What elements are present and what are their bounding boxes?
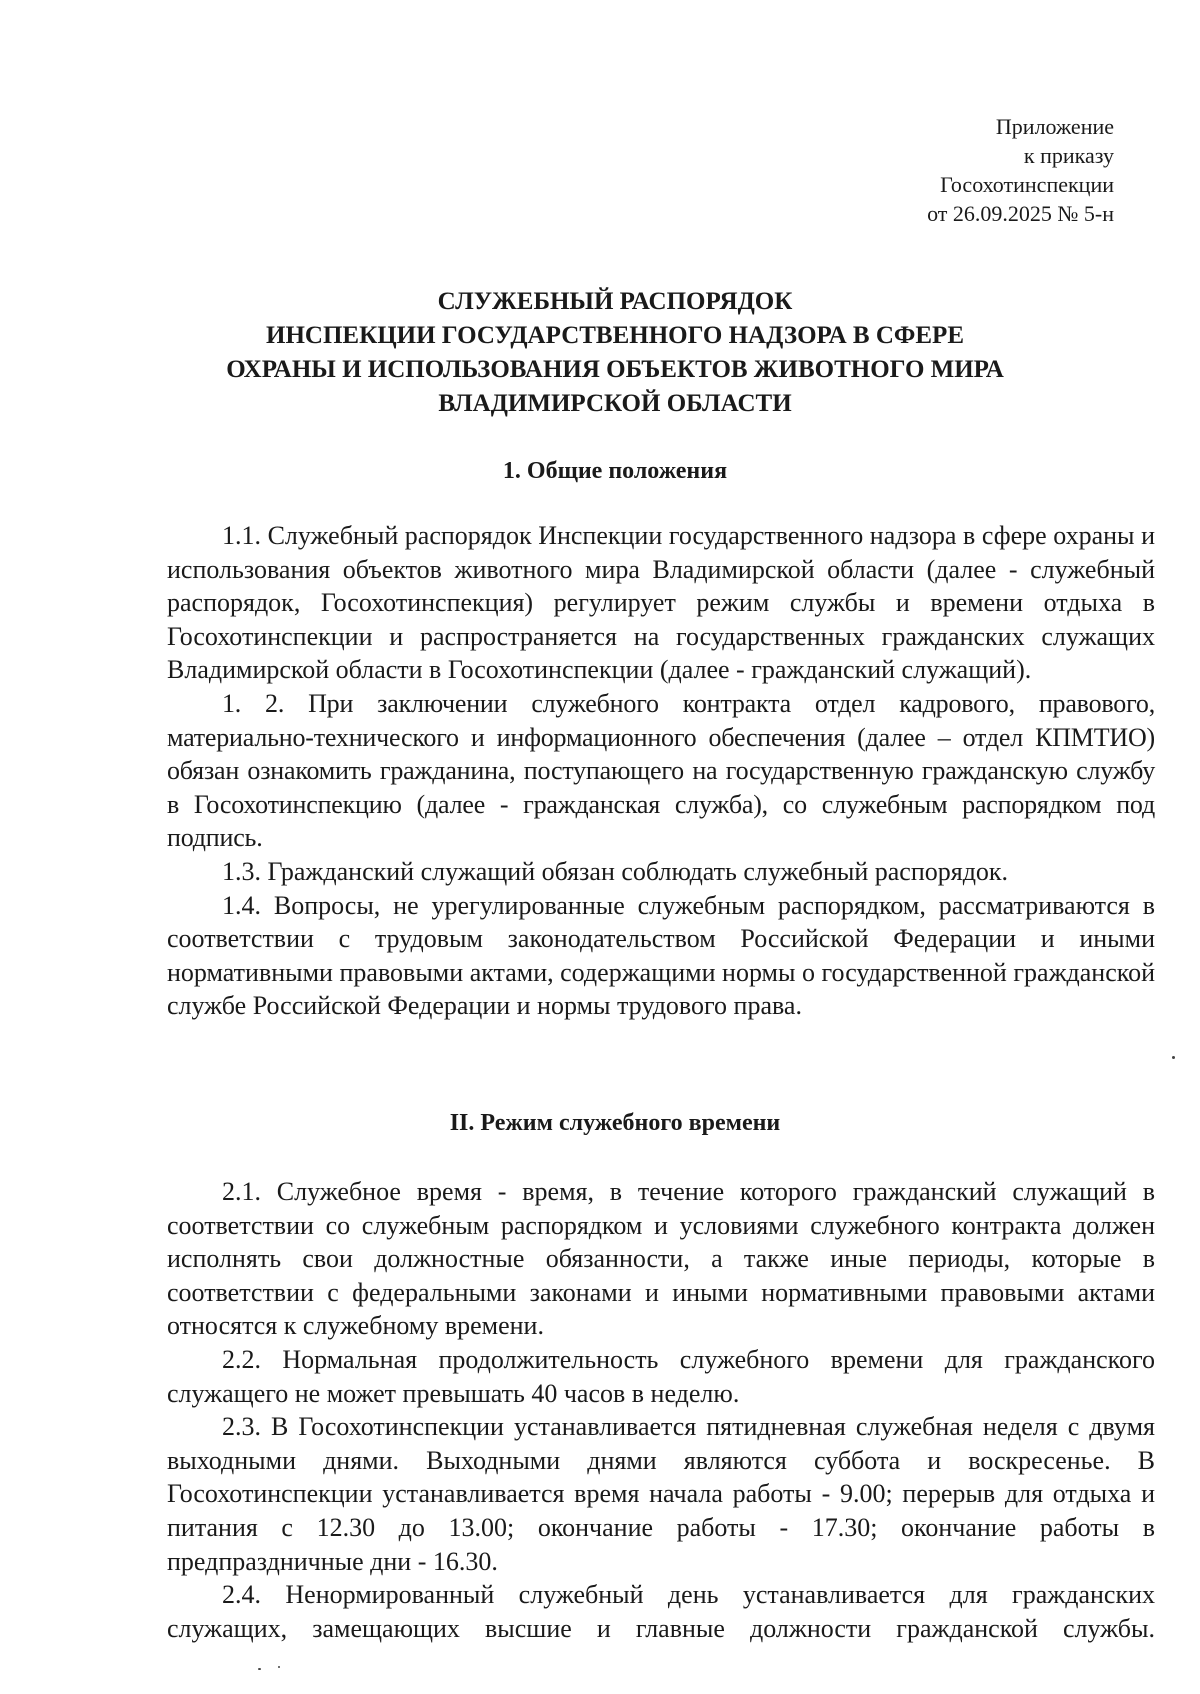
scan-speck [258,1668,261,1670]
paragraph-1-1: 1.1. Служебный распорядок Инспекции государственного надзора в сфере охраны и использования объектов животного мира Владимирской области (далее - служебный распорядок, Госохотинспекция) регулирует режим службы и времени отдыха в Госохотинспекции и распространяется на государственных гражданских служащих Владимирской области в Госохотинспекции (далее - гражданский служащий). [167,521,1155,685]
section-heading-working-time: II. Режим служебного времени [449,1110,781,1136]
title-line: ИНСПЕКЦИИ ГОСУДАРСТВЕННОГО НАДЗОРА В СФЕРЕ [266,322,964,349]
appendix-line: к приказу [1023,143,1114,168]
appendix-order-date: от 26.09.2025 № 5-н [927,201,1114,226]
appendix-note [927,112,1114,228]
section-body-general [167,519,1155,1023]
section-body-working-time [167,1175,1155,1645]
scan-speck [1172,1056,1175,1059]
document-title [150,285,1080,421]
appendix-line: Приложение [995,114,1114,139]
title-line: ОХРАНЫ И ИСПОЛЬЗОВАНИЯ ОБЪЕКТОВ ЖИВОТНОГО МИРА [226,356,1004,383]
paragraph-2-1: 2.1. Служебное время - время, в течение которого гражданский служащий в соответствии со служебным распорядком и условиями служебного контракта должен исполнять свои должностные обязанности, а также иные периоды, которые в соответствии с федеральными законами и иными нормативными правовыми актами относятся к служебному времени. [167,1177,1155,1341]
paragraph-2-2: 2.2. Нормальная продолжительность служебного времени для гражданского служащего не может превышать 40 часов в неделю. [167,1344,1155,1408]
appendix-line: Госохотинспекции [940,172,1114,197]
section-heading-general: 1. Общие положения [502,458,728,484]
title-line: СЛУЖЕБНЫЙ РАСПОРЯДОК [437,288,793,315]
paragraph-2-3: 2.3. В Госохотинспекции устанавливается пятидневная служебная неделя с двумя выходными днями. Выходными днями являются суббота и воскресенье. В Госохотинспекции устанавливается время начала работы - 9.00; перерыв для отдыха и питания с 12.30 до 13.00; окончание работы - 17.30; окончание работы в предпраздничные дни - 16.30. [167,1412,1155,1576]
paragraph-1-4: 1.4. Вопросы, не урегулированные служебным распорядком, рассматриваются в соответствии с трудовым законодательством Российской Федерации и иными нормативными правовыми актами, содержащими нормы о государственной гражданской службе Российской Федерации и нормы трудового права. [167,890,1155,1021]
paragraph-1-2: 1. 2. При заключении служебного контракта отдел кадрового, правового, материально-технического и информационного обеспечения (далее – отдел КПМТИО) обязан ознакомить гражданина, поступающего на государственную гражданскую службу в Госохотинспекцию (далее - гражданская служба), со служебным распорядком под подпись. [167,688,1155,853]
title-line: ВЛАДИМИРСКОЙ ОБЛАСТИ [438,390,792,417]
scan-speck [278,1666,280,1668]
paragraph-2-4: 2.4. Ненормированный служебный день устанавливается для гражданских служащих, замещающих высшие и главные должности гражданской службы. [167,1580,1155,1643]
paragraph-1-3: 1.3. Гражданский служащий обязан соблюдать служебный распорядок. [222,856,1009,886]
